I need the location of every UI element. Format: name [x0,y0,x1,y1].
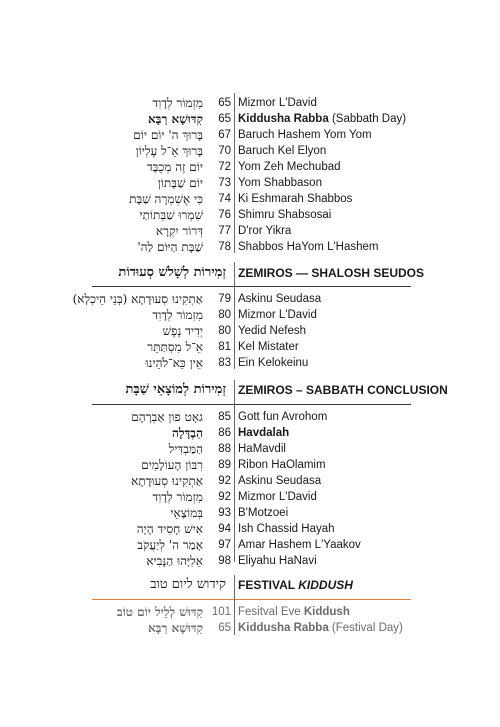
hebrew-title: מִזְמוֹר לְדָוִד [152,308,203,322]
hebrew-title: אַתְקִינוּ סְעוּדָתָא [131,474,203,488]
page-number: 81 [218,341,231,353]
hebrew-title: רִבּוֹן הָעוֹלָמִים [141,458,203,472]
english-title: Shabbos HaYom L'Hashem [238,241,379,253]
hebrew-title: יְדִיד נֶפֶשׁ [162,324,203,338]
heading-prefix: FESTIVAL [238,578,295,592]
page-number: 92 [218,475,231,487]
english-after: (Festival Day) [328,622,403,634]
section-divider [92,286,411,287]
page-number: 97 [218,539,231,551]
hebrew-title: אֵין כֵּא־לֹהֵינוּ [145,356,203,370]
page-number: 73 [218,177,231,189]
page-number: 88 [218,443,231,455]
english-title: Mizmor L'David [238,491,317,503]
section-heading-shalosh-seudos [0,264,500,284]
english-title: Yom Shabbason [238,177,322,189]
hebrew-title: קִדּוּשׁ לְלֵיל יוֹם טוֹב [116,605,203,619]
english-title: Yom Zeh Mechubad [238,161,341,173]
english-bold: Kiddusha Rabba [238,622,329,634]
page-number: 78 [218,241,231,253]
english-title: Yedid Nefesh [238,325,306,337]
page-number: 80 [218,309,231,321]
page-number: 80 [218,325,231,337]
list-item [0,238,500,256]
section-divider [92,404,411,405]
hebrew-title: מִזְמוֹר לְדָוִד [152,490,203,504]
english-title: Havdalah [238,427,290,439]
english-title: Ein Kelokeinu [238,357,309,369]
hebrew-title: קִדּוּשָׁא רַבָּא [147,112,203,126]
page-number: 67 [218,129,231,141]
page-number: 86 [218,427,231,439]
section-heading-english [238,576,353,594]
hebrew-title: בָּרוּךְ ה' יוֹם יוֹם [133,128,203,142]
hebrew-title: בְּמוֹצָאֵי [170,506,203,520]
section-heading-hebrew: זְמִירוֹת לְשָׁלֹשׁ סְעוּדוֹת [118,265,226,280]
english-title: Ribon HaOlamim [238,459,326,471]
page-number: 98 [218,555,231,567]
hebrew-title: שַׁבָּת הַיּוֹם לַה' [137,240,203,254]
page-number: 93 [218,507,231,519]
page-number: 85 [218,411,231,423]
page-number: 92 [218,491,231,503]
hebrew-title: יוֹם זֶה מְכֻבָּד [146,160,203,174]
section-heading-english: ZEMIROS — SHALOSH SEUDOS [238,266,425,280]
page-number: 65 [218,113,231,125]
page-number: 101 [211,606,231,618]
english-title: Baruch Kel Elyon [238,145,327,157]
english-title: Askinu Seudasa [238,475,322,487]
english-note: (Sabbath Day) [331,113,407,125]
english-plain: Fesitval Eve [238,606,301,618]
page-number: 94 [218,523,231,535]
english-title: B'Motzoei [238,507,289,519]
hebrew-title: גאָט פון אַבְרָהָם [131,410,203,424]
hebrew-title: שִׁמְרוּ שַׁבְּתוֹתַי [139,208,203,222]
hebrew-title: אֵלִיָּהוּ הַנָּבִיא [146,554,203,568]
english-title: HaMavdil [238,443,286,455]
english-title: Askinu Seudasa [238,293,322,305]
list-item [0,354,500,372]
page-number: 89 [218,459,231,471]
english-title-bold: Kiddusha Rabba [238,113,329,125]
english-title: Eliyahu HaNavi [238,555,317,567]
page-number: 65 [218,622,231,634]
english-title: Mizmor L'David [238,309,317,321]
section-heading-hebrew: קידוש ליום טוב [150,577,226,592]
section-heading-english: ZEMIROS – SABBATH CONCLUSION [238,383,448,397]
hebrew-title: אִישׁ חָסִיד הָיָה [136,522,203,536]
page-number: 79 [218,293,231,305]
hebrew-title: כִּי אֶשְׁמְרָה שַׁבָּת [129,192,203,206]
english-title: Kel Mistater [238,341,299,353]
english-bold: Kiddush [303,606,350,618]
english-title: Gott fun Avrohom [238,411,328,423]
heading-italic: KIDDUSH [298,578,353,592]
english-title: Baruch Hashem Yom Yom [238,129,372,141]
page-number: 70 [218,145,231,157]
hebrew-title: אַתְקִינוּ סְעוּדָתָא (בְּנֵי הֵיכְלָא) [72,292,203,306]
section-heading-hebrew: זְמִירוֹת לְמוֹצָאֵי שַׁבָּת [125,382,226,397]
section-divider-orange [92,599,411,600]
hebrew-title: הַמַּבְדִּיל [168,442,203,456]
english-title: D'ror Yikra [238,225,292,237]
english-title [238,619,403,637]
section-heading-sabbath-conclusion [0,381,500,401]
list-item [0,619,500,637]
hebrew-title: הַבְדָּלָה [172,426,203,440]
hebrew-title: מִזְמוֹר לְדָוִד [152,96,203,110]
english-title: Shimru Shabsosai [238,209,332,221]
page-number: 76 [218,209,231,221]
hebrew-title: קִדּוּשָׁא רַבָּא [147,621,203,635]
english-title: Mizmor L'David [238,97,317,109]
hebrew-title: אֵ־ל מִסְתַּתֵּר [147,340,203,354]
hebrew-title: יוֹם שַׁבָּתוֹן [157,176,203,190]
english-title: Ish Chassid Hayah [238,523,335,535]
section-heading-festival-kiddush [0,576,500,596]
hebrew-title: דְּרוֹר יִקְרָא [155,224,203,238]
hebrew-title: בָּרוּךְ אֵ־ל עֶלְיוֹן [135,144,203,158]
page-number: 72 [218,161,231,173]
page-number: 65 [218,97,231,109]
page-number: 74 [218,193,231,205]
list-item [0,552,500,570]
english-title: Amar Hashem L'Yaakov [238,539,361,551]
page-number: 83 [218,357,231,369]
english-title: Ki Eshmarah Shabbos [238,193,353,205]
hebrew-title: אָמַר ה' לְיַעֲקֹב [137,538,203,552]
page-number: 77 [218,225,231,237]
